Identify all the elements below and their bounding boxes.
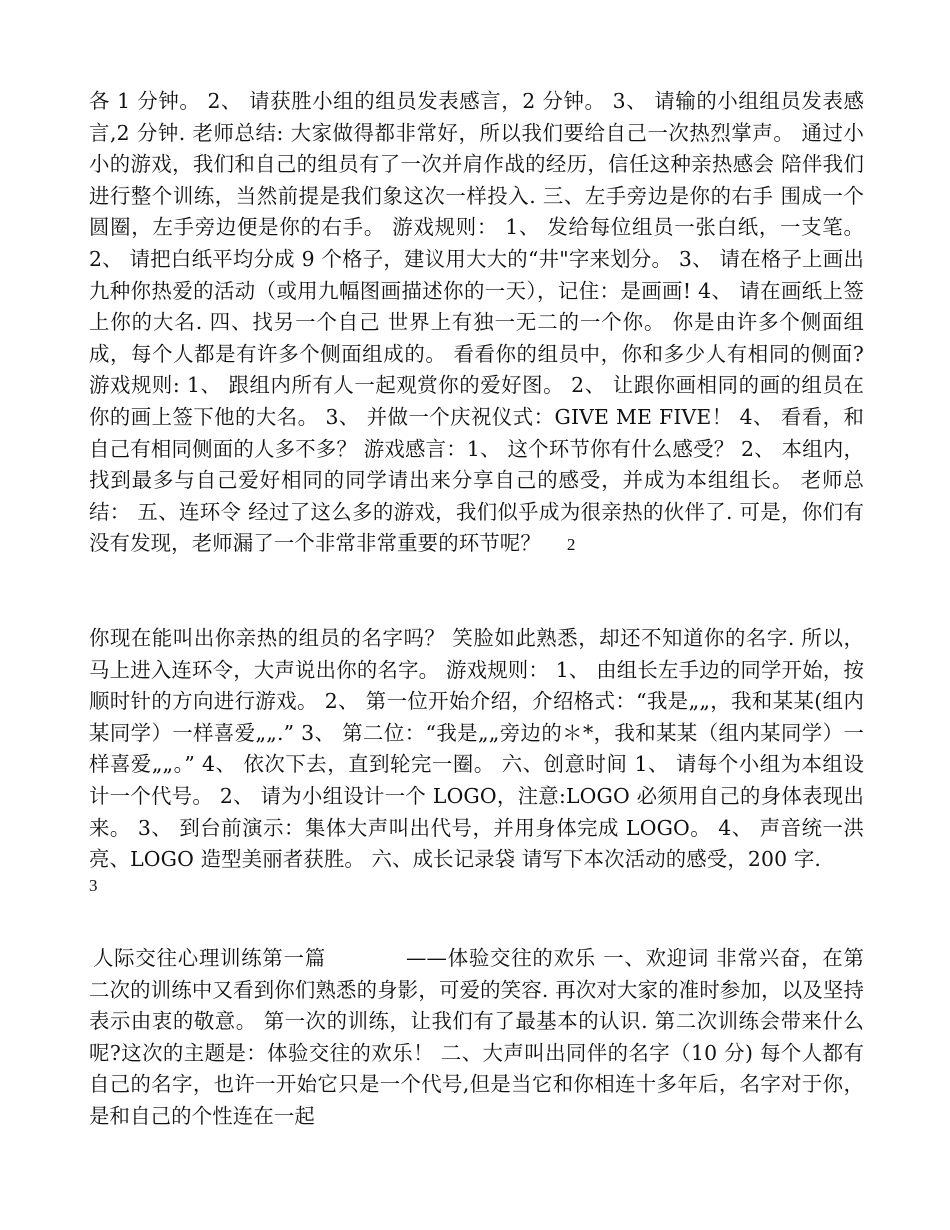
paragraph-2-text: 你现在能叫出你亲热的组员的名字吗？ 笑脸如此熟悉，却还不知道你的名字. 所以，马上进入连环令，大声说出你的名字。 游戏规则： 1、 由组长左手边的同学开始，按顺时针的方向进行游戏。 2、 第一位开始介绍，介绍格式：“我是„„，我和某某(组内某同学）一样喜爱„„.” 3、 第二位：“我是„„旁边的＊*，我和某某（组内某同学）一样喜爱„„。” 4、 依次下去，直到轮完一圈。 六、创意时间 1、 请每个小组为本组设计一个代号。 2、 请为小组设计一个 LOGO，注意:LOGO 必须用自己的身体表现出来。 3、 到台前演示：集体大声叫出代号，并用身体完成 LOGO。 4、 声音统一洪亮、LOGO 造型美丽者获胜。 六、成长记录袋 请写下本次活动的感受，200 字. xyxy=(89,626,864,872)
page-number-3: 3 xyxy=(89,875,98,895)
paragraph-3-text: 一、欢迎词 非常兴奋，在第二次的训练中又看到你们熟悉的身影，可爱的笑容. 再次对大家的准时参加，以及坚持表示由衷的敬意。 第一次的训练，让我们有了最基本的认识. 第二次训练会带来什么呢?这次的主题是：体验交往的欢乐！ 二、大声叫出同伴的名字（10 分) 每个人都有自己的名字，也许一开始它只是一个代号,但是当它和你相连十多年后，名字对于你，是和自己的个性连在一起 xyxy=(89,946,864,1128)
article-subtitle: ——体验交往的欢乐 xyxy=(405,946,596,970)
paragraph-1 xyxy=(89,86,864,561)
paragraph-3 xyxy=(89,943,864,1133)
paragraph-2 xyxy=(89,623,864,896)
article-title: 人际交往心理训练第一篇 xyxy=(93,946,326,970)
page-number-2: 2 xyxy=(566,535,576,555)
paragraph-1-text: 各 1 分钟。 2、 请获胜小组的组员发表感言，2 分钟。 3、 请输的小组组员发表感言,2 分钟. 老师总结: 大家做得都非常好，所以我们要给自己一次热烈掌声。 通过小小的游戏，我们和自己的组员有了一次并肩作战的经历，信任这种亲热感会 陪伴我们进行整个训练，当然前提是我们象这次一样投入. 三、左手旁边是你的右手 围成一个圆圈，左手旁边便是你的右手。 游戏规则： 1、 发给每位组员一张白纸，一支笔。 2、 请把白纸平均分成 9 个格子，建议用大大的“井"字来划分。 3、 请在格子上画出九种你热爱的活动（或用九幅图画描述你的一天），记住：是画画! 4、 请在画纸上签上你的大名. 四、找另一个自己 世界上有独一无二的一个你。 你是由许多个侧面组成，每个人都是有许多个侧面组成的。 看看你的组员中，你和多少人有相同的侧面? 游戏规则: 1、 跟组内所有人一起观赏你的爱好图。 2、 让跟你画相同的画的组员在你的画上签下他的大名。 3、 并做一个庆祝仪式：GIVE ME FIVE！ 4、 看看，和自己有相同侧面的人多不多？ 游戏感言：1、 这个环节你有什么感受？ 2、 本组内，找到最多与自己爱好相同的同学请出来分享自己的感受，并成为本组组长。 老师总结： 五、连环令 经过了这么多的游戏，我们似乎成为很亲热的伙伴了. 可是，你们有没有发现，老师漏了一个非常非常重要的环节呢？ xyxy=(89,89,864,556)
